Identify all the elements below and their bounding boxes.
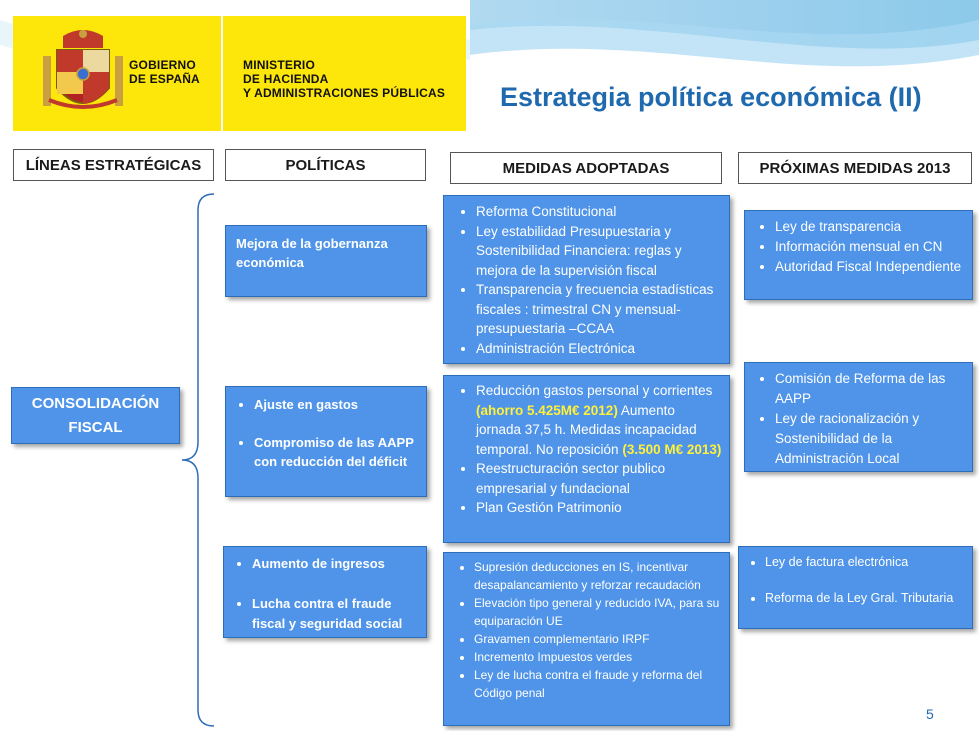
proximas-ingresos xyxy=(738,546,973,629)
proximas-gastos xyxy=(744,362,973,472)
gobierno-label: GOBIERNO DE ESPAÑA xyxy=(129,58,200,86)
politica-gobernanza-label: Mejora de la gobernanza económica xyxy=(236,236,388,270)
coat-of-arms-icon xyxy=(43,28,123,120)
medida-item: • Reducción gastos personal y corrientes (ahorro 5.425M€ 2012) Aumento jornada 37,5 h. Medidas incapacidad temporal. No reposición (3.500 M€ 2013) xyxy=(476,381,723,459)
medida-item: • Incremento Impuestos verdes xyxy=(474,648,725,666)
medida-item: • Gravamen complementario IRPF xyxy=(474,630,725,648)
medida-item: • Ley estabilidad Presupuestaria y Sostenibilidad Financiera: reglas y mejora de la supervisión fiscal xyxy=(476,222,723,281)
proxima-item: • Comisión de Reforma de las AAPP xyxy=(775,369,968,409)
medidas-ingresos xyxy=(443,552,730,726)
politica-gobernanza xyxy=(225,225,427,297)
slide-title: Estrategia política económica (II) xyxy=(500,82,922,112)
ministerio-label: MINISTERIO DE HACIENDA Y ADMINISTRACIONES PÚBLICAS xyxy=(243,58,446,100)
header-proximas: PRÓXIMAS MEDIDAS 2013 xyxy=(738,152,972,184)
proximas-gobernanza xyxy=(744,210,973,300)
medida-item: • Supresión deducciones en IS, incentivar desapalancamiento y reforzar recaudación xyxy=(474,558,725,594)
proxima-item: • Reforma de la Ley Gral. Tributaria xyxy=(765,589,968,607)
proxima-item: • Ley de factura electrónica xyxy=(765,553,968,571)
medidas-gastos xyxy=(443,375,730,543)
politica-ingresos xyxy=(223,546,427,638)
proxima-item: • Información mensual en CN xyxy=(775,237,968,257)
politica-gastos xyxy=(225,386,427,497)
medida-item: • Transparencia y frecuencia estadísticas fiscales : trimestral CN y mensual- presupuestaria –CCAA xyxy=(476,280,723,339)
medidas-gobernanza xyxy=(443,195,730,364)
header-politicas: POLÍTICAS xyxy=(225,149,426,181)
header-medidas: MEDIDAS ADOPTADAS xyxy=(450,152,722,184)
medida-item: • Reforma Constitucional xyxy=(476,202,723,222)
curly-brace xyxy=(180,192,220,728)
page-number: 5 xyxy=(926,706,934,722)
header-lineas: LÍNEAS ESTRATÉGICAS xyxy=(13,149,214,181)
politica-gastos-item: • Ajuste en gastos xyxy=(254,395,420,414)
politica-ingresos-item: • Lucha contra el fraude fiscal y seguridad social xyxy=(252,594,420,634)
linea-consolidacion-fiscal: CONSOLIDACIÓN FISCAL xyxy=(11,387,180,444)
proxima-item: • Ley de transparencia xyxy=(775,217,968,237)
medida-item: • Plan Gestión Patrimonio xyxy=(476,498,723,518)
medida-item: • Ley de lucha contra el fraude y reforma del Código penal xyxy=(474,666,725,702)
medida-item: • Administración Electrónica xyxy=(476,339,723,359)
politica-ingresos-item: • Aumento de ingresos xyxy=(252,554,420,574)
medida-item: • Reestructuración sector publico empresarial y fundacional xyxy=(476,459,723,498)
politica-gastos-item: • Compromiso de las AAPP con reducción del déficit xyxy=(254,433,420,471)
proxima-item: • Autoridad Fiscal Independiente xyxy=(775,257,968,277)
medida-item: • Elevación tipo general y reducido IVA, para su equiparación UE xyxy=(474,594,725,630)
proxima-item: • Ley de racionalización y Sostenibilidad de la Administración Local xyxy=(775,409,968,469)
government-logo-block xyxy=(13,16,466,131)
logo-divider xyxy=(221,16,223,131)
